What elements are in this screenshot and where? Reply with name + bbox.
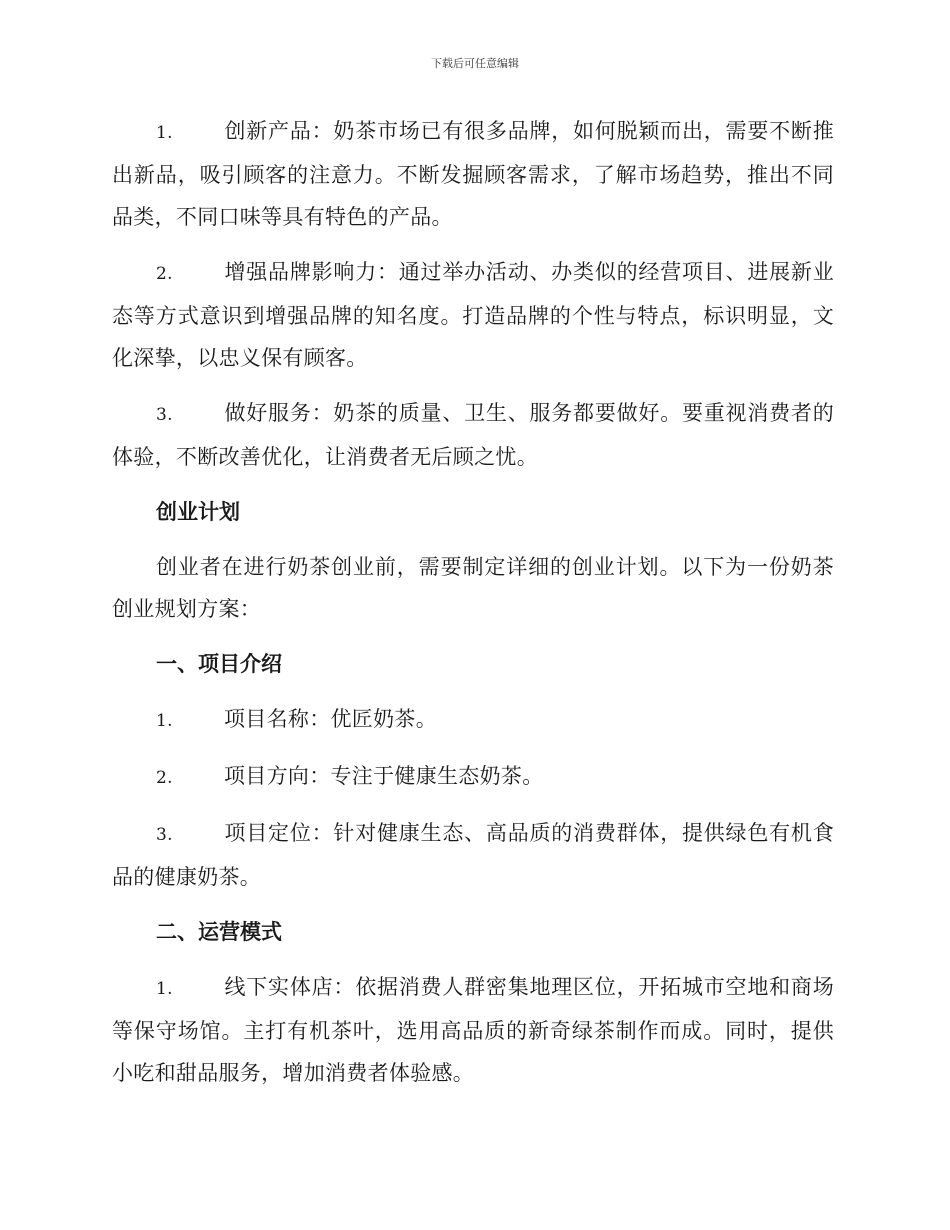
section-heading: 一、项目介绍: [156, 652, 282, 676]
paragraph: 创业者在进行奶茶创业前，需要制定详细的创业计划。以下为一份奶茶创业规划方案：: [112, 555, 834, 621]
section-heading: 二、运营模式: [156, 920, 282, 944]
list-item-text: 创新产品：奶茶市场已有很多品牌，如何脱颖而出，需要不断推出新品，吸引顾客的注意力。不断发掘顾客需求，了解市场趋势，推出不同品类，不同口味等具有特色的产品。: [112, 119, 834, 229]
list-number: 1.: [156, 979, 173, 999]
list-item: [112, 755, 834, 799]
list-item-text: 项目名称：优匠奶茶。: [224, 707, 437, 731]
list-item: [112, 110, 834, 238]
list-item: [112, 812, 834, 898]
section-heading: 创业计划: [156, 500, 240, 524]
list-item: [112, 966, 834, 1094]
list-number: 1.: [156, 123, 173, 143]
list-item-text: 项目定位：针对健康生态、高品质的消费群体，提供绿色有机食品的健康奶茶。: [112, 821, 834, 889]
page-header: 下载后可任意编辑: [431, 57, 519, 70]
list-item-text: 增强品牌影响力：通过举办活动、办类似的经营项目、进展新业态等方式意识到增强品牌的知名度。打造品牌的个性与特点，标识明显，文化深挚，以忠义保有顾客。: [112, 260, 834, 370]
list-item: [112, 251, 834, 379]
list-number: 2.: [156, 768, 173, 788]
list-item-text: 线下实体店：依据消费人群密集地理区位，开拓城市空地和商场等保守场馆。主打有机茶叶，选用高品质的新奇绿茶制作而成。同时，提供小吃和甜品服务，增加消费者体验感。: [112, 975, 834, 1085]
list-number: 1.: [156, 711, 173, 731]
list-item-text: 做好服务：奶茶的质量、卫生、服务都要做好。要重视消费者的体验，不断改善优化，让消费者无后顾之忧。: [112, 401, 834, 469]
list-number: 2.: [156, 264, 173, 284]
document-body: [112, 110, 834, 1107]
list-number: 3.: [156, 405, 173, 425]
list-item-text: 项目方向：专注于健康生态奶茶。: [224, 764, 544, 788]
list-item: [112, 698, 834, 742]
list-number: 3.: [156, 825, 173, 845]
list-item: [112, 392, 834, 478]
